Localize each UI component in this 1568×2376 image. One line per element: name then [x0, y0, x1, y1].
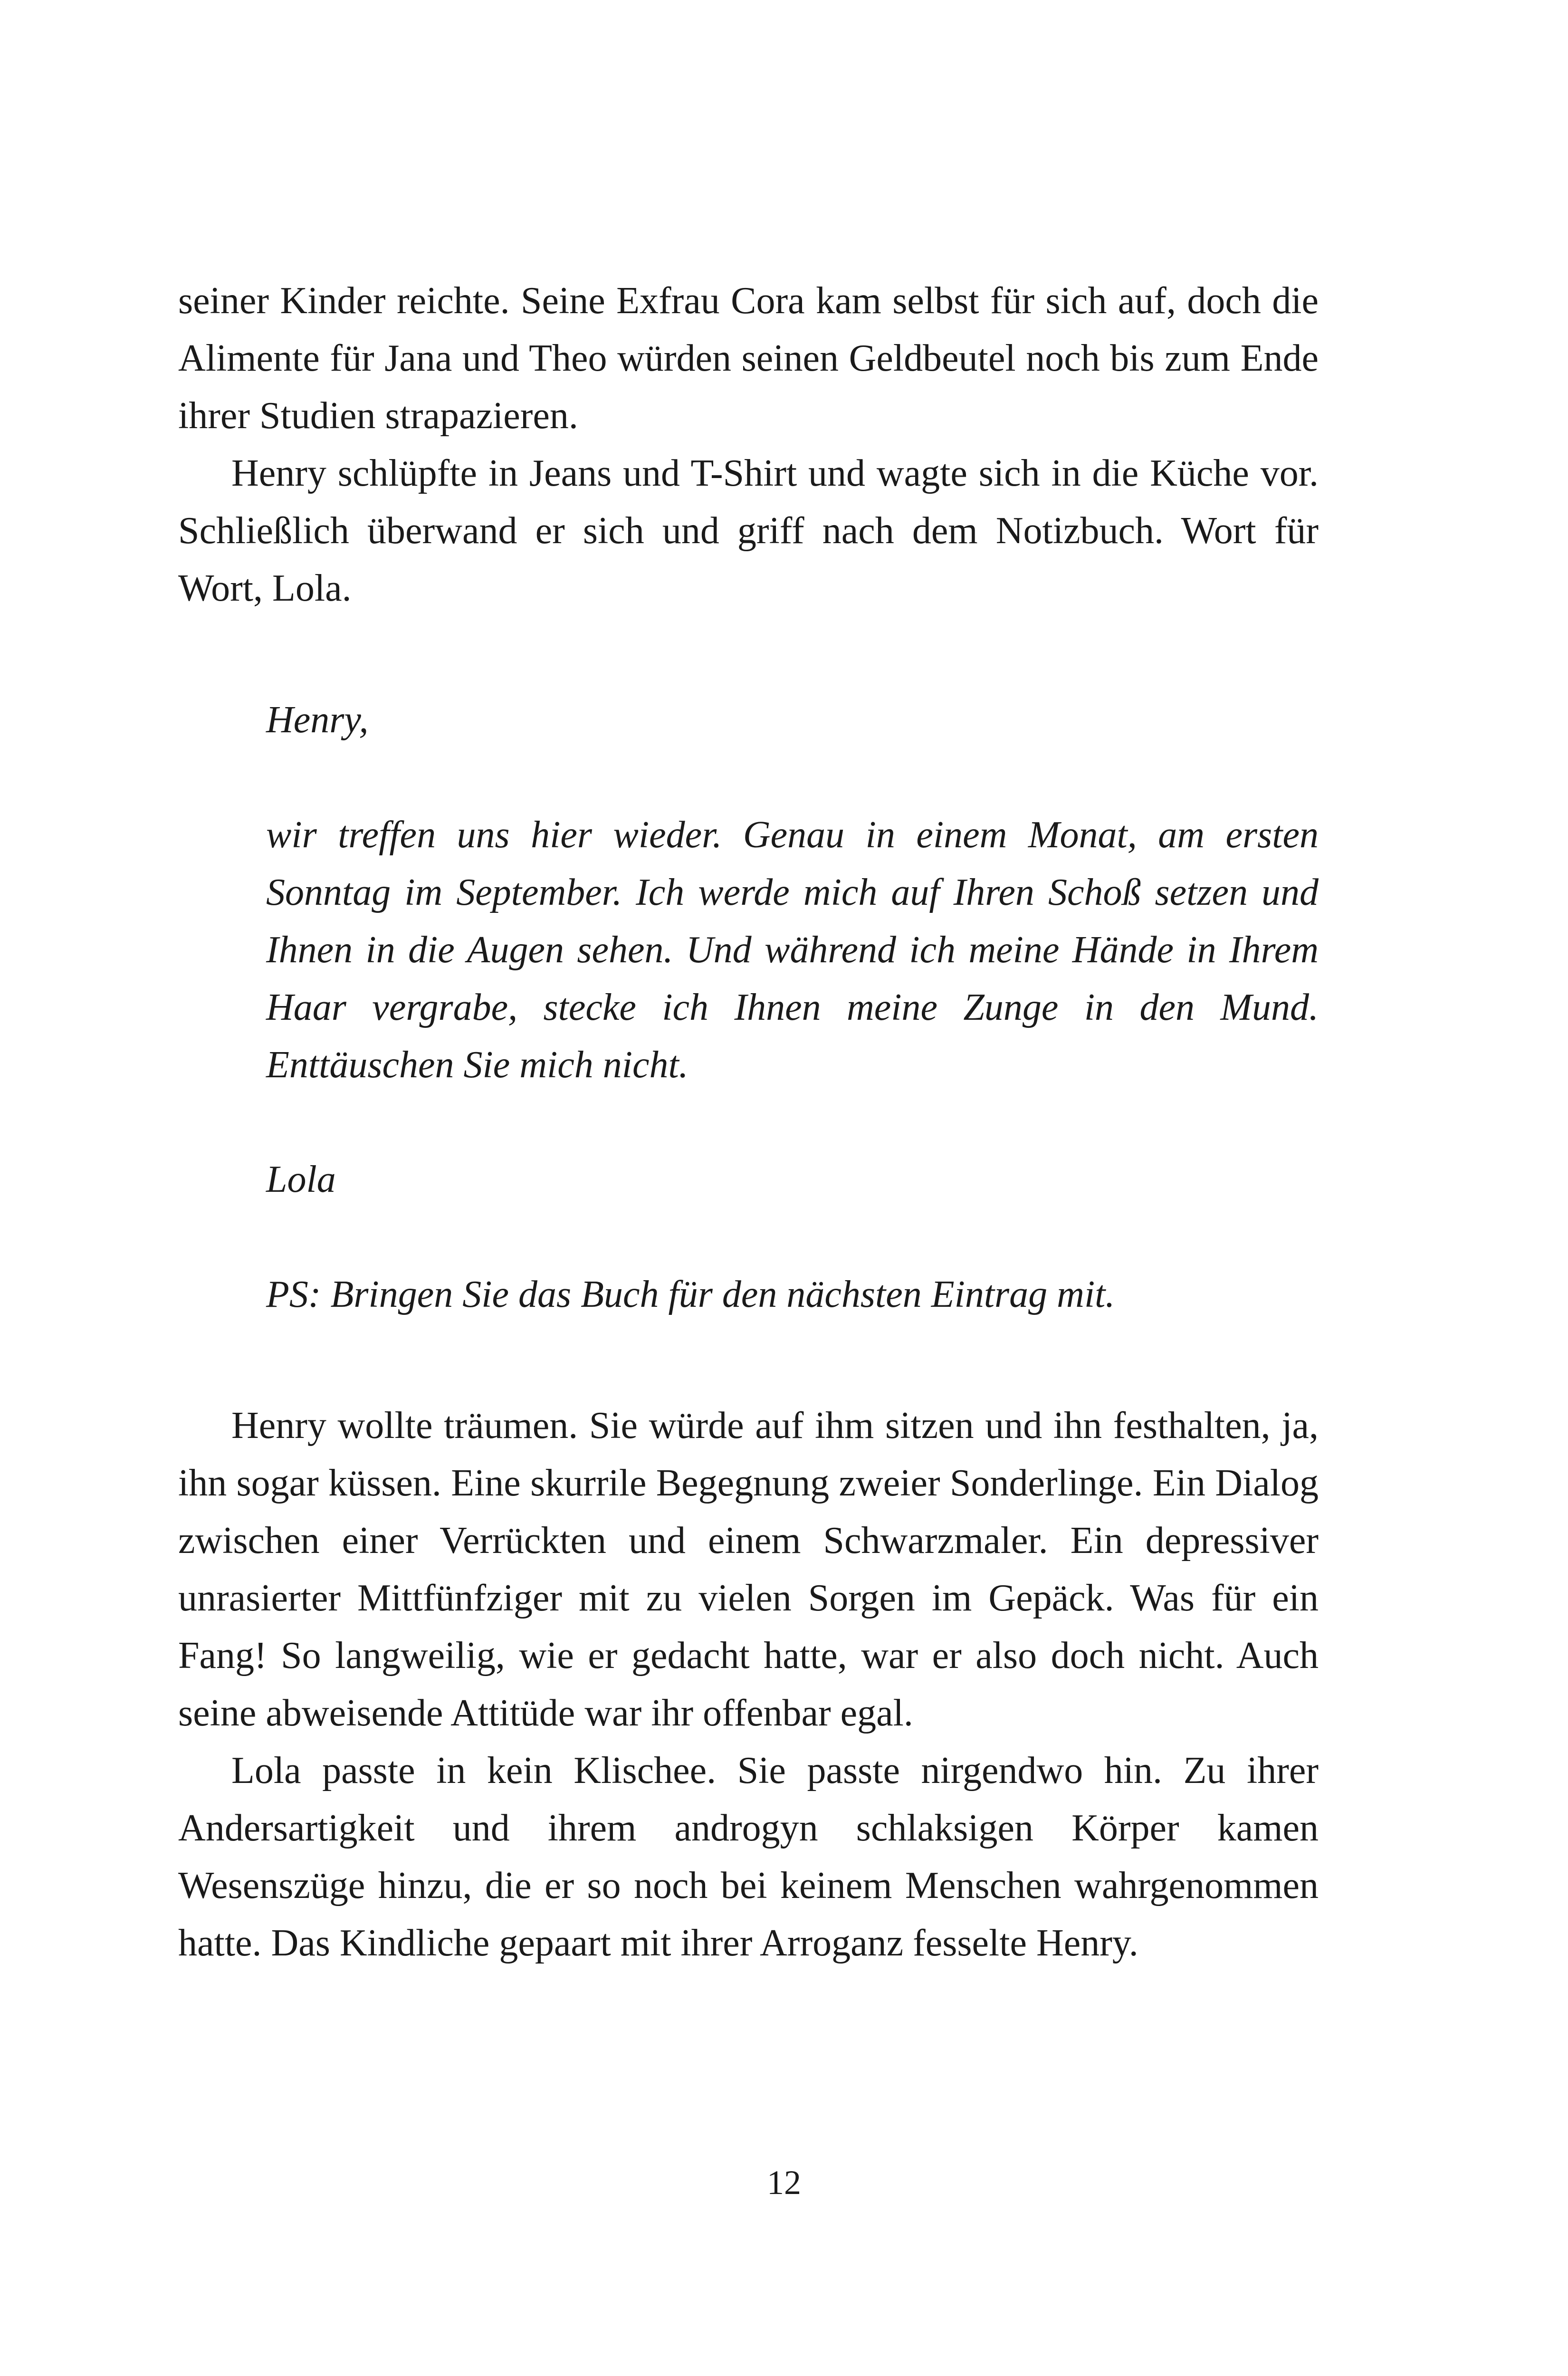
letter-salutation: Henry, [266, 699, 369, 741]
bottom-text-section [178, 1397, 1319, 1972]
letter-signature: Lola [266, 1159, 336, 1200]
letter-postscript: PS: Bringen Sie das Buch für den nächsten Eintrag mit. [266, 1274, 1115, 1315]
page-number: 12 [767, 2164, 801, 2202]
letter-body: wir treffen uns hier wieder. Genau in einem Monat, am ersten Sonntag im September. Ich werde mich auf Ihren Schoß setzen und Ihnen in die Augen sehen. Und während ich meine Hände in Ihrem Haar vergrabe, stecke ich Ihnen meine Zunge in den Mund. Enttäuschen Sie mich nicht. [266, 814, 1319, 1086]
paragraph-lola-cliche: Lola passte in kein Klischee. Sie passte nirgendwo hin. Zu ihrer Andersartigkeit und ihrem androgyn schlaksigen Körper kamen Wesenszüge hinzu, die er so noch bei keinem Menschen wahrgenommen hatte. Das Kindliche gepaart mit ihrer Arroganz fesselte Henry. [178, 1750, 1319, 1964]
top-text-section [178, 272, 1319, 617]
paragraph-henry-dreams: Henry wollte träumen. Sie würde auf ihm sitzen und ihn festhalten, ja, ihn sogar küssen. Eine skurrile Begegnung zweier Sonderlinge. Ein Dialog zwischen einer Verrückten und einem Schwarzmaler. Ein depressiver unrasierter Mittfünfziger mit zu vielen Sorgen im Gepäck. Was für ein Fang! So langweilig, wie er gedacht hatte, war er also doch nicht. Auch seine abweisende Attitüde war ihr offenbar egal. [178, 1405, 1319, 1734]
paragraph-henry-kitchen: Henry schlüpfte in Jeans und T-Shirt und wagte sich in die Küche vor. Schließlich überwand er sich und griff nach dem Notizbuch. Wort für Wort, Lola. [178, 452, 1319, 609]
paragraph-continued: seiner Kinder reichte. Seine Exfrau Cora kam selbst für sich auf, doch die Alimente für Jana und Theo würden seinen Geldbeutel noch bis zum Ende ihrer Studien strapazieren. [178, 280, 1319, 437]
